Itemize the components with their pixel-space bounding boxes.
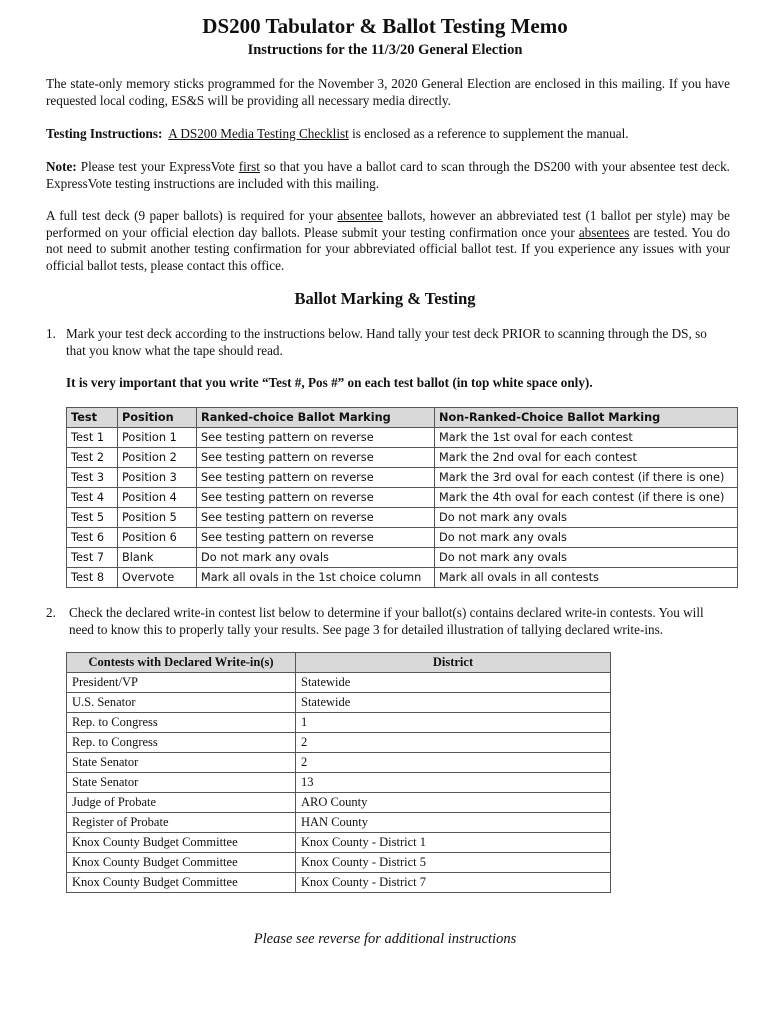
header-non-ranked-choice: Non-Ranked-Choice Ballot Marking [435, 408, 738, 428]
note-text-post: so that you have a ballot card to scan through the DS200 with your absentee test deck. ExpressVote testing instructions are included with this mailing. [46, 159, 730, 191]
table-cell: Position 4 [118, 488, 197, 508]
table-row [67, 673, 611, 693]
table-cell: Test 4 [67, 488, 118, 508]
table-row [67, 713, 611, 733]
table-cell: Mark all ovals in the 1st choice column [197, 568, 435, 588]
header-contest: Contests with Declared Write-in(s) [67, 653, 296, 673]
footer-note: Please see reverse for additional instructions [253, 931, 517, 947]
table-cell: See testing pattern on reverse [197, 528, 435, 548]
table-cell: Position 3 [118, 468, 197, 488]
testing-instructions-label: Testing Instructions: [46, 126, 163, 141]
step-1-text: Mark your test deck according to the instructions below. Hand tally your test deck PRIOR to scanning through the DS, so that you know what the tape should read. [66, 326, 707, 358]
table-row [67, 468, 738, 488]
step-1-number: 1. [46, 326, 56, 341]
table-row [67, 428, 738, 448]
table-cell: Position 2 [118, 448, 197, 468]
table-cell: See testing pattern on reverse [197, 448, 435, 468]
table-cell: Knox County - District 1 [296, 833, 611, 853]
table-row [67, 733, 611, 753]
important-note: It is very important that you write “Test #, Pos #” on each test ballot (in top white space only). [66, 375, 593, 390]
step-2-text: Check the declared write-in contest list below to determine if your ballot(s) contains declared write-in contests. You will need to know this to properly tally your results. See page 3 for detailed illustration of tallying declared write-ins. [69, 605, 704, 637]
table-row [67, 508, 738, 528]
table-row [67, 813, 611, 833]
table-cell: Position 6 [118, 528, 197, 548]
table-cell: 13 [296, 773, 611, 793]
deck-text-post: are tested. You do not need to submit another testing confirmation for your abbreviated official ballot test. If you experience any issues with your official ballot tests, please contact this office. [46, 224, 730, 273]
testing-instructions-text: is enclosed as a reference to supplement the manual. [348, 126, 629, 141]
table-cell: President/VP [67, 673, 296, 693]
table-cell: HAN County [296, 813, 611, 833]
table-cell: Knox County Budget Committee [67, 873, 296, 893]
table-row [67, 693, 611, 713]
table-cell: Blank [118, 548, 197, 568]
table-cell: Mark the 1st oval for each contest [435, 428, 738, 448]
table-cell: Test 7 [67, 548, 118, 568]
table-cell: Do not mark any ovals [435, 508, 738, 528]
deck-absentees: absentees [578, 224, 630, 240]
table-cell: Test 5 [67, 508, 118, 528]
table-cell: Statewide [296, 693, 611, 713]
intro-paragraph: The state-only memory sticks programmed for the November 3, 2020 General Election are enclosed in this mailing. If you have requested local coding, ES&S will be providing all necessary media directly. [46, 76, 730, 108]
header-ranked-choice: Ranked-choice Ballot Marking [197, 408, 435, 428]
deck-text-pre: A full test deck (9 paper ballots) is required for your [46, 208, 338, 223]
table-cell: 2 [296, 733, 611, 753]
table-cell: See testing pattern on reverse [197, 508, 435, 528]
table-cell: Knox County Budget Committee [67, 853, 296, 873]
section-heading: Ballot Marking & Testing [294, 289, 476, 308]
write-in-table [66, 652, 611, 893]
table-cell: Test 3 [67, 468, 118, 488]
table-cell: Overvote [118, 568, 197, 588]
table-row [67, 873, 611, 893]
deck-absentee: absentee [337, 208, 383, 223]
table-cell: Mark the 2nd oval for each contest [435, 448, 738, 468]
table-row [67, 528, 738, 548]
table-cell: Do not mark any ovals [197, 548, 435, 568]
table-cell: Knox County - District 7 [296, 873, 611, 893]
table-cell: Test 6 [67, 528, 118, 548]
table-cell: Test 1 [67, 428, 118, 448]
table-cell: Rep. to Congress [67, 713, 296, 733]
table-header-row [67, 653, 611, 673]
note-label: Note: [46, 159, 77, 174]
table-cell: 2 [296, 753, 611, 773]
test-deck-paragraph [46, 208, 730, 274]
header-position: Position [118, 408, 197, 428]
table-row [67, 448, 738, 468]
table-cell: Position 1 [118, 428, 197, 448]
table-cell: Test 2 [67, 448, 118, 468]
table-cell: Knox County Budget Committee [67, 833, 296, 853]
table-row [67, 833, 611, 853]
table-cell: State Senator [67, 773, 296, 793]
header-district: District [296, 653, 611, 673]
checklist-link[interactable]: A DS200 Media Testing Checklist [168, 126, 349, 141]
table-cell: 1 [296, 713, 611, 733]
table-cell: Mark the 3rd oval for each contest (if there is one) [435, 468, 738, 488]
table-cell: Mark the 4th oval for each contest (if there is one) [435, 488, 738, 508]
table-row [67, 548, 738, 568]
table-cell: ARO County [296, 793, 611, 813]
table-row [67, 753, 611, 773]
table-row [67, 793, 611, 813]
note-first: first [238, 159, 260, 174]
table-cell: See testing pattern on reverse [197, 428, 435, 448]
table-cell: Knox County - District 5 [296, 853, 611, 873]
note-text-pre: Please test your ExpressVote [76, 159, 239, 174]
table-cell: See testing pattern on reverse [197, 488, 435, 508]
table-cell: Statewide [296, 673, 611, 693]
note-paragraph [46, 159, 730, 192]
page-subtitle: Instructions for the 11/3/20 General Election [247, 42, 523, 58]
deck-text-mid: ballots, however an abbreviated test (1 ballot per style) may be performed on your official election day ballots. Please submit your testing confirmation once your [46, 208, 730, 240]
table-cell: Do not mark any ovals [435, 528, 738, 548]
table-cell: U.S. Senator [67, 693, 296, 713]
header-test: Test [67, 408, 118, 428]
table-row [67, 773, 611, 793]
table-cell: Judge of Probate [67, 793, 296, 813]
table-cell: Register of Probate [67, 813, 296, 833]
table-cell: Do not mark any ovals [435, 548, 738, 568]
step-2-number: 2. [46, 605, 56, 620]
table-cell: Mark all ovals in all contests [435, 568, 738, 588]
table-row [67, 488, 738, 508]
table-row [67, 568, 738, 588]
table-cell: See testing pattern on reverse [197, 468, 435, 488]
table-row [67, 853, 611, 873]
test-deck-table [66, 407, 738, 588]
testing-instructions-paragraph [46, 126, 730, 143]
table-cell: Test 8 [67, 568, 118, 588]
table-cell: State Senator [67, 753, 296, 773]
table-cell: Rep. to Congress [67, 733, 296, 753]
page-title: DS200 Tabulator & Ballot Testing Memo [202, 14, 568, 38]
table-header-row [67, 408, 738, 428]
table-cell: Position 5 [118, 508, 197, 528]
